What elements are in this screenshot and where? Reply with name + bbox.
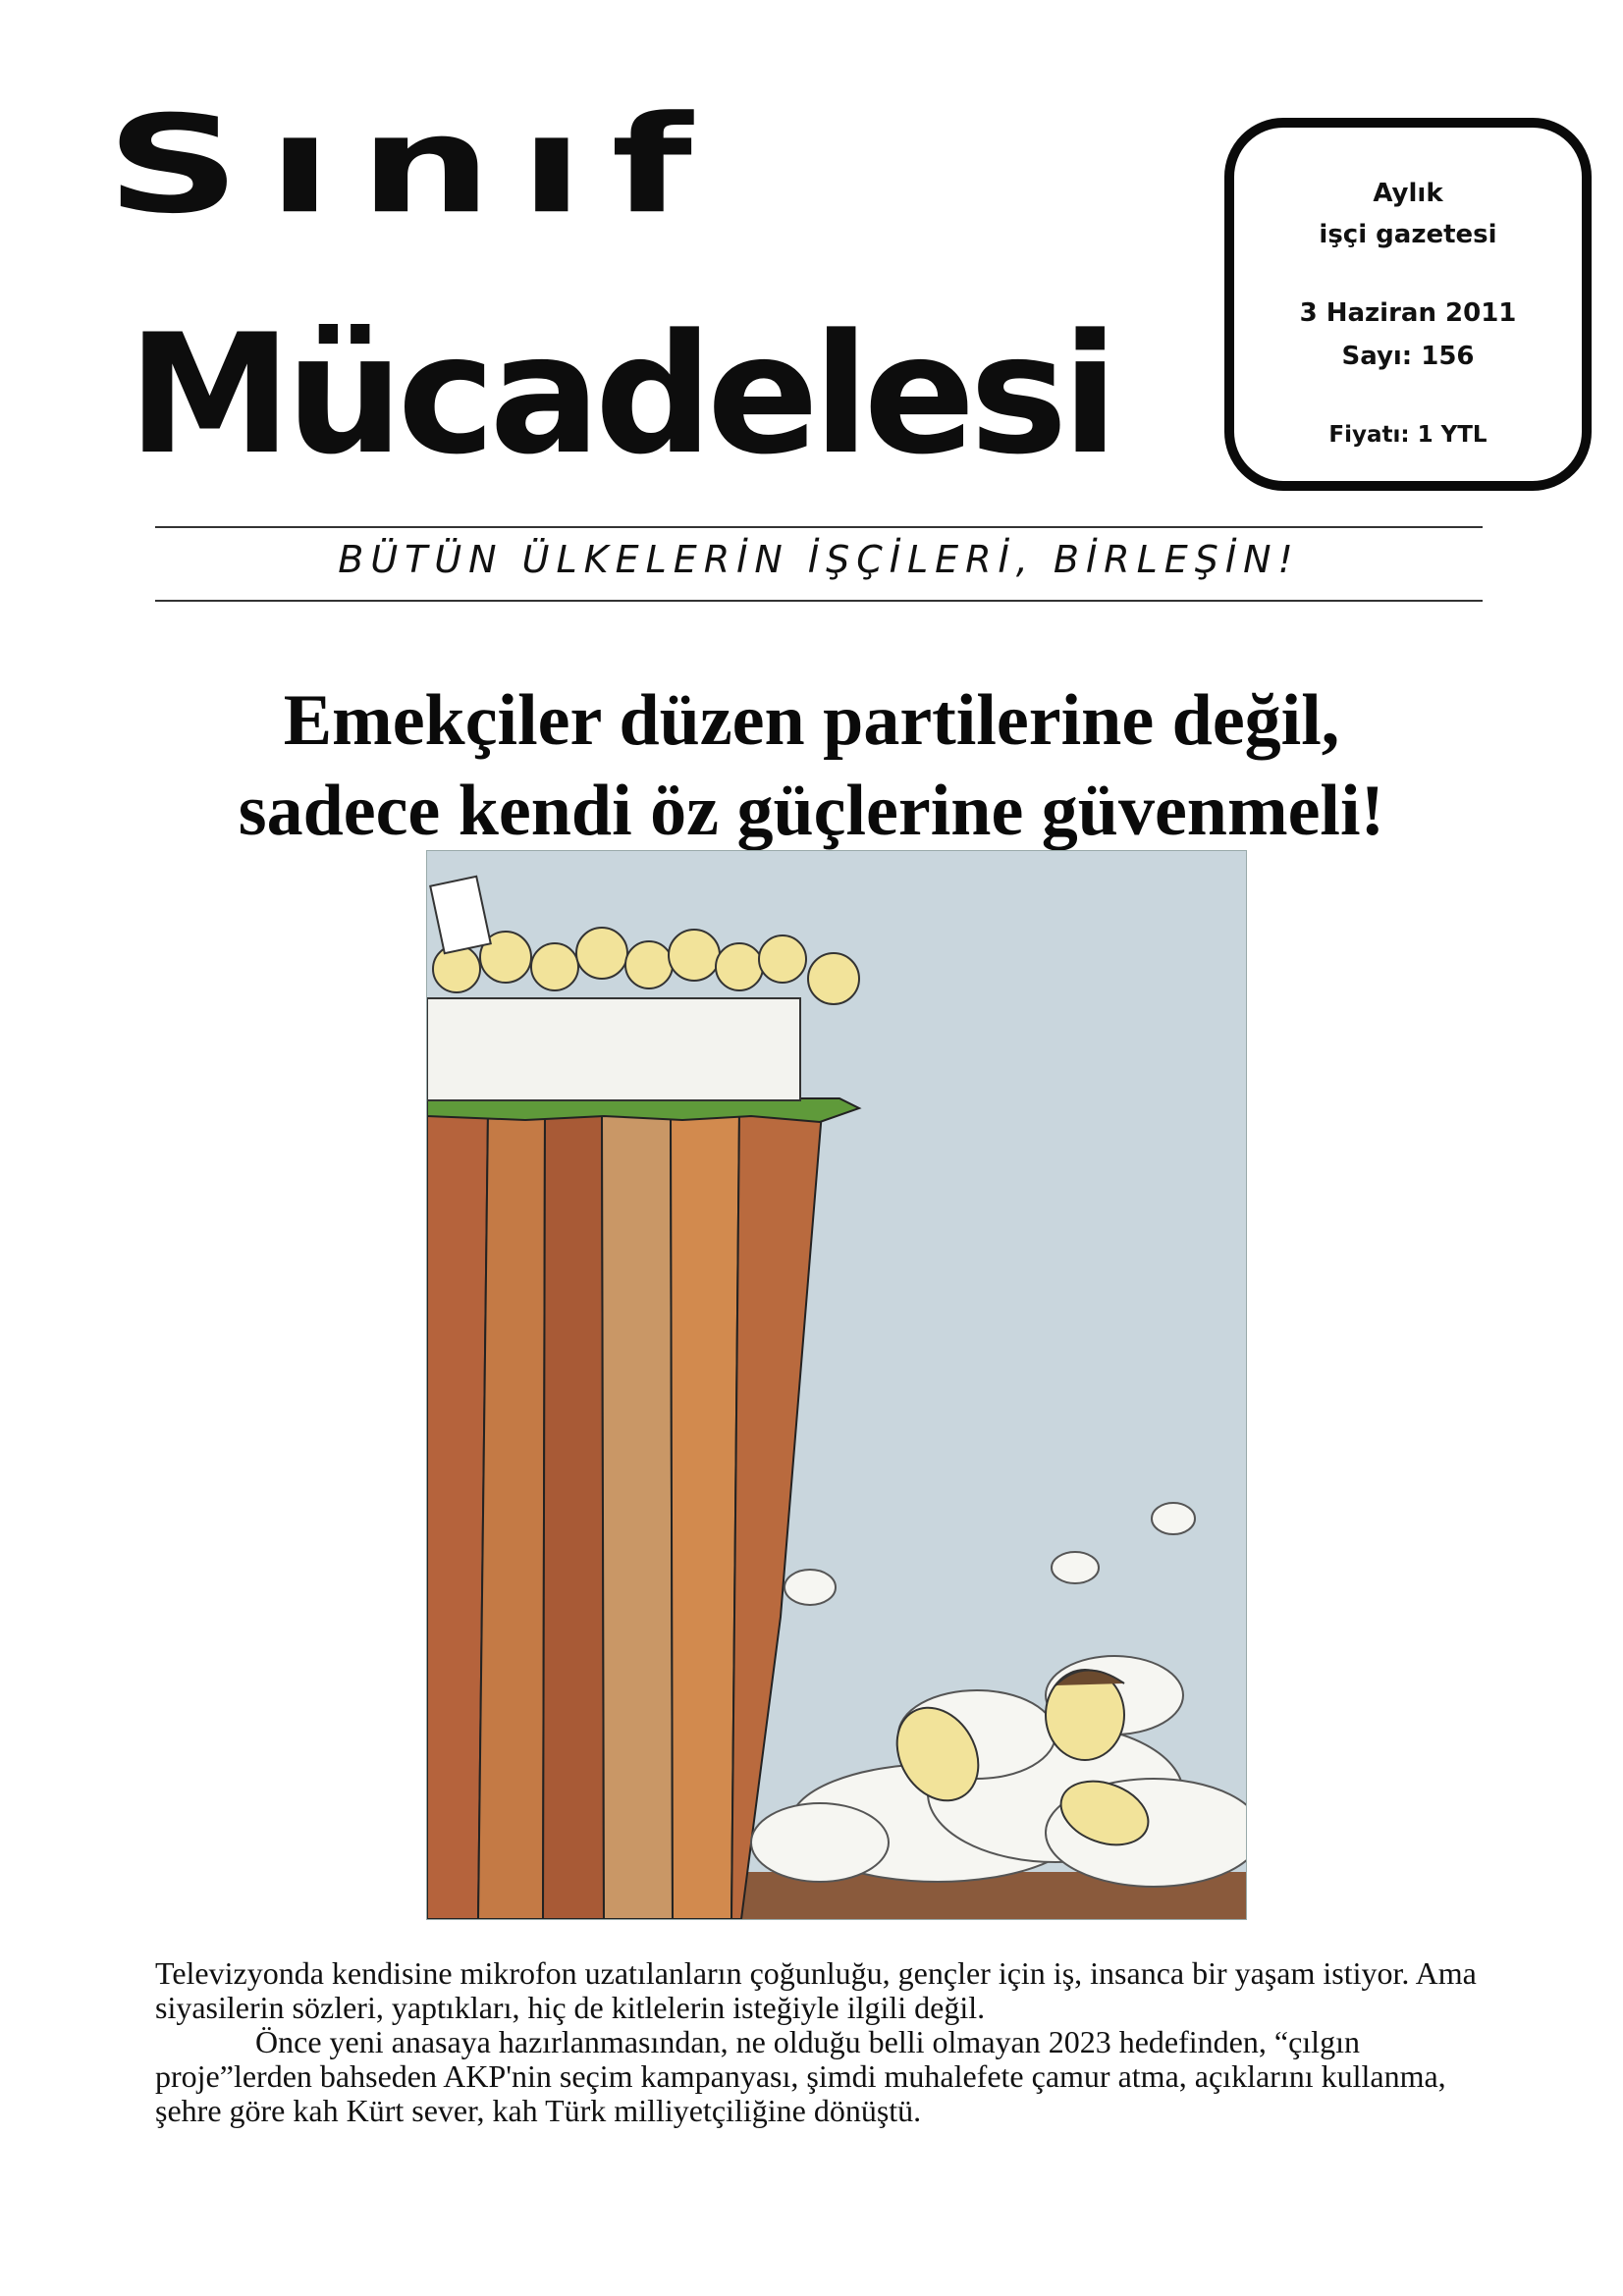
slogan-rule-top bbox=[155, 526, 1483, 528]
cartoon-illustration bbox=[426, 850, 1247, 1920]
article-body bbox=[155, 1956, 1483, 2128]
masthead-title-line1: Sınıf bbox=[106, 86, 721, 243]
slogan-rule-bottom bbox=[155, 600, 1483, 602]
headline-line2: sadece kendi öz güçlerine güvenmeli! bbox=[238, 771, 1385, 851]
article-paragraph-2: Önce yeni anasaya hazırlanmasından, ne olduğu belli olmayan 2023 hedefinden, “çılgın proje”lerden bahseden AKP'nin seçim kampanyası, şimdi muhalefete çamur atma, açıklarını kullanma, şehre göre kah Kürt sever, kah Türk milliyetçiliğine dönüştü. bbox=[155, 2024, 1446, 2128]
cartoon-grass bbox=[427, 1098, 859, 1122]
issue-price: Fiyatı: 1 YTL bbox=[1328, 422, 1488, 448]
article-paragraph-1: Televizyonda kendisine mikrofon uzatılanların çoğunluğu, gençler için iş, insanca bir yaşam istiyor. Ama siyasilerin sözleri, yaptıkları, hiç de kitlelerin isteğiyle ilgili değil. bbox=[155, 1955, 1477, 2025]
issue-number: Sayı: 156 bbox=[1341, 342, 1475, 371]
issue-info-box bbox=[1224, 118, 1592, 491]
headline bbox=[0, 675, 1623, 856]
issue-date: 3 Haziran 2011 bbox=[1299, 298, 1517, 328]
issue-frequency: Aylık bbox=[1373, 179, 1443, 208]
issue-type: işçi gazetesi bbox=[1319, 220, 1497, 249]
slogan: BÜTÜN ÜLKELERİN İŞÇİLERİ, BİRLEŞİN! bbox=[338, 538, 1300, 581]
masthead-title-line2: Mücadelesi bbox=[128, 298, 1113, 491]
headline-line1: Emekçiler düzen partilerine değil, bbox=[283, 680, 1340, 761]
